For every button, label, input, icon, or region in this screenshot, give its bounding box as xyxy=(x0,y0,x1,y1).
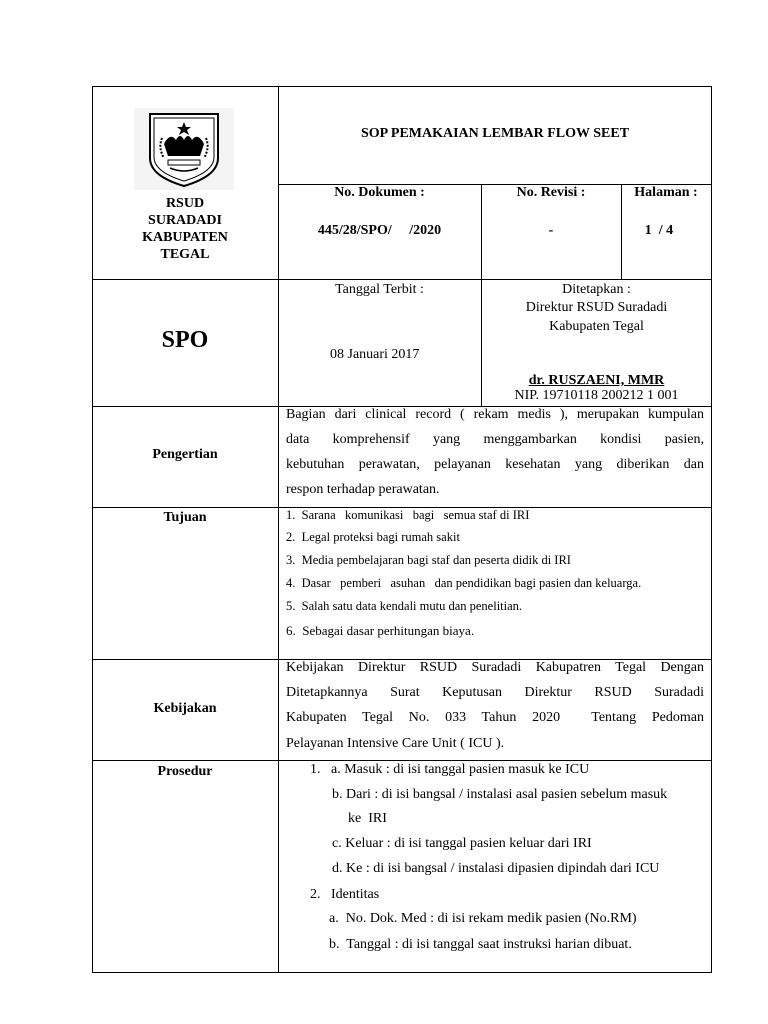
prosedur-line: 2. Identitas xyxy=(310,887,380,902)
revision-value: - xyxy=(548,223,554,238)
tujuan-item: 1. Sarana komunikasi bagi semua staf di IRI xyxy=(286,508,530,522)
institution-name-line-4: TEGAL xyxy=(160,247,210,262)
table-border-bottom xyxy=(92,972,712,973)
revision-label: No. Revisi : xyxy=(516,185,586,200)
kebijakan-row-divider xyxy=(92,760,712,761)
kabupaten-tegal-crest-icon xyxy=(134,108,234,190)
institution-name-line-2: SURADADI xyxy=(148,213,222,228)
tujuan-item: 6. Sebagai dasar perhitungan biaya. xyxy=(286,623,475,638)
header-row-divider xyxy=(92,279,712,280)
prosedur-label: Prosedur xyxy=(157,764,213,779)
prosedur-line: ke IRI xyxy=(348,811,387,826)
kebijakan-label: Kebijakan xyxy=(153,701,217,716)
tujuan-item: 2. Legal proteksi bagi rumah sakit xyxy=(286,530,460,544)
issue-date-label: Tanggal Terbit : xyxy=(335,282,424,297)
institution-name-line-3: KABUPATEN xyxy=(142,230,228,245)
institution-name-line-1: RSUD xyxy=(165,196,205,211)
issue-date-value: 08 Januari 2017 xyxy=(330,347,420,362)
pengertian-line: kebutuhan perawatan, pelayanan kesehatan yang diberikan dan xyxy=(286,457,704,472)
prosedur-line: b. Dari : di isi bangsal / instalasi asal pasien sebelum masuk xyxy=(332,787,668,802)
doc-number-label: No. Dokumen : xyxy=(334,185,425,200)
kebijakan-line: Kabupaten Tegal No. 033 Tahun 2020 Tentang Pedoman xyxy=(286,710,704,725)
prosedur-line: a. No. Dok. Med : di isi rekam medik pasien (No.RM) xyxy=(329,911,637,926)
kebijakan-line: Pelayanan Intensive Care Unit ( ICU ). xyxy=(286,736,505,751)
pengertian-label: Pengertian xyxy=(152,447,218,462)
prosedur-line: d. Ke : di isi bangsal / instalasi dipasien dipindah dari ICU xyxy=(332,861,660,876)
document-title: SOP PEMAKAIAN LEMBAR FLOW SEET xyxy=(360,126,630,141)
table-border-top xyxy=(92,86,712,87)
spo-label: SPO xyxy=(161,327,209,353)
kebijakan-line: Ditetapkannya Surat Keputusan Direktur RSUD Suradadi xyxy=(286,685,704,700)
signatory-name: dr. RUSZAENI, MMR xyxy=(528,373,665,388)
prosedur-line: c. Keluar : di isi tanggal pasien keluar dari IRI xyxy=(332,836,592,851)
page-label: Halaman : xyxy=(634,185,698,200)
signatory-nip: NIP. 19710118 200212 1 001 xyxy=(514,388,679,403)
doc-number-value: 445/28/SPO/ /2020 xyxy=(317,223,442,238)
set-by-line-2: Kabupaten Tegal xyxy=(549,319,644,334)
page-value: 1 / 4 xyxy=(644,223,674,238)
kebijakan-line: Kebijakan Direktur RSUD Suradadi Kabupatren Tegal Dengan xyxy=(286,660,704,675)
tujuan-item: 3. Media pembelajaran bagi staf dan peserta didik di IRI xyxy=(286,553,571,567)
prosedur-line: 1. a. Masuk : di isi tanggal pasien masuk ke ICU xyxy=(310,762,590,777)
prosedur-line: b. Tanggal : di isi tanggal saat instruksi harian dibuat. xyxy=(329,937,632,952)
set-by-label: Ditetapkan : xyxy=(562,282,631,297)
tujuan-item: 4. Dasar pemberi asuhan dan pendidikan bagi pasien dan keluarga. xyxy=(286,576,642,590)
table-border-right xyxy=(711,86,712,973)
set-by-line-1: Direktur RSUD Suradadi xyxy=(525,300,668,315)
pengertian-line: respon terhadap perawatan. xyxy=(286,482,440,497)
pengertian-line: data komprehensif yang menggambarkan kondisi pasien, xyxy=(286,432,704,447)
tujuan-label: Tujuan xyxy=(163,510,207,525)
pengertian-line: Bagian dari clinical record ( rekam medis ), merupakan kumpulan xyxy=(286,407,704,422)
tujuan-item: 5. Salah satu data kendali mutu dan penelitian. xyxy=(286,599,523,613)
table-column-divider xyxy=(278,86,279,973)
